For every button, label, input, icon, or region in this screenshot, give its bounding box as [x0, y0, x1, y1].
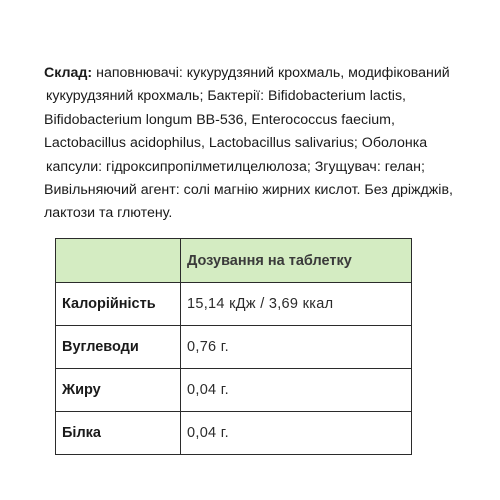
table-row — [56, 369, 412, 412]
table-header-row — [56, 239, 412, 283]
table-row — [56, 283, 412, 326]
row-value-carbs: 0,76 г. — [181, 326, 412, 369]
row-value-protein: 0,04 г. — [181, 412, 412, 455]
composition-line-1-text: наповнювачі: кукурудзяний крохмаль, модифікований — [96, 65, 450, 81]
composition-label: Склад: — [44, 65, 93, 81]
composition-line-6: Вивільняючий агент: солі магнію жирних кислот. Без дріжджів, — [44, 182, 453, 199]
row-label-protein: Білка — [56, 412, 181, 455]
table-header-empty-cell — [56, 239, 181, 283]
composition-line-7: лактози та глютену. — [44, 205, 173, 222]
row-value-fat: 0,04 г. — [181, 369, 412, 412]
composition-text — [44, 62, 464, 226]
composition-line-2: кукурудзяний крохмаль; Бактерії: Bifidobacterium lactis, — [46, 88, 406, 105]
composition-line-5: капсули: гідроксипропілметилцелюлоза; Згущувач: гелан; — [46, 158, 425, 175]
row-label-carbs: Вуглеводи — [56, 326, 181, 369]
composition-line-3: Bifidobacterium longum BB-536, Enterococcus faecium, — [44, 111, 395, 128]
nutrition-table — [55, 238, 412, 455]
table-row — [56, 326, 412, 369]
composition-line-4: Lactobacillus acidophilus, Lactobacillus salivarius; Оболонка — [44, 135, 428, 152]
table-row — [56, 412, 412, 455]
row-label-calories: Калорійність — [56, 283, 181, 326]
row-value-calories: 15,14 кДж / 3,69 ккал — [181, 283, 412, 326]
composition-line-1 — [44, 62, 464, 85]
row-label-fat: Жиру — [56, 369, 181, 412]
table-header-dosage: Дозування на таблетку — [181, 239, 412, 283]
